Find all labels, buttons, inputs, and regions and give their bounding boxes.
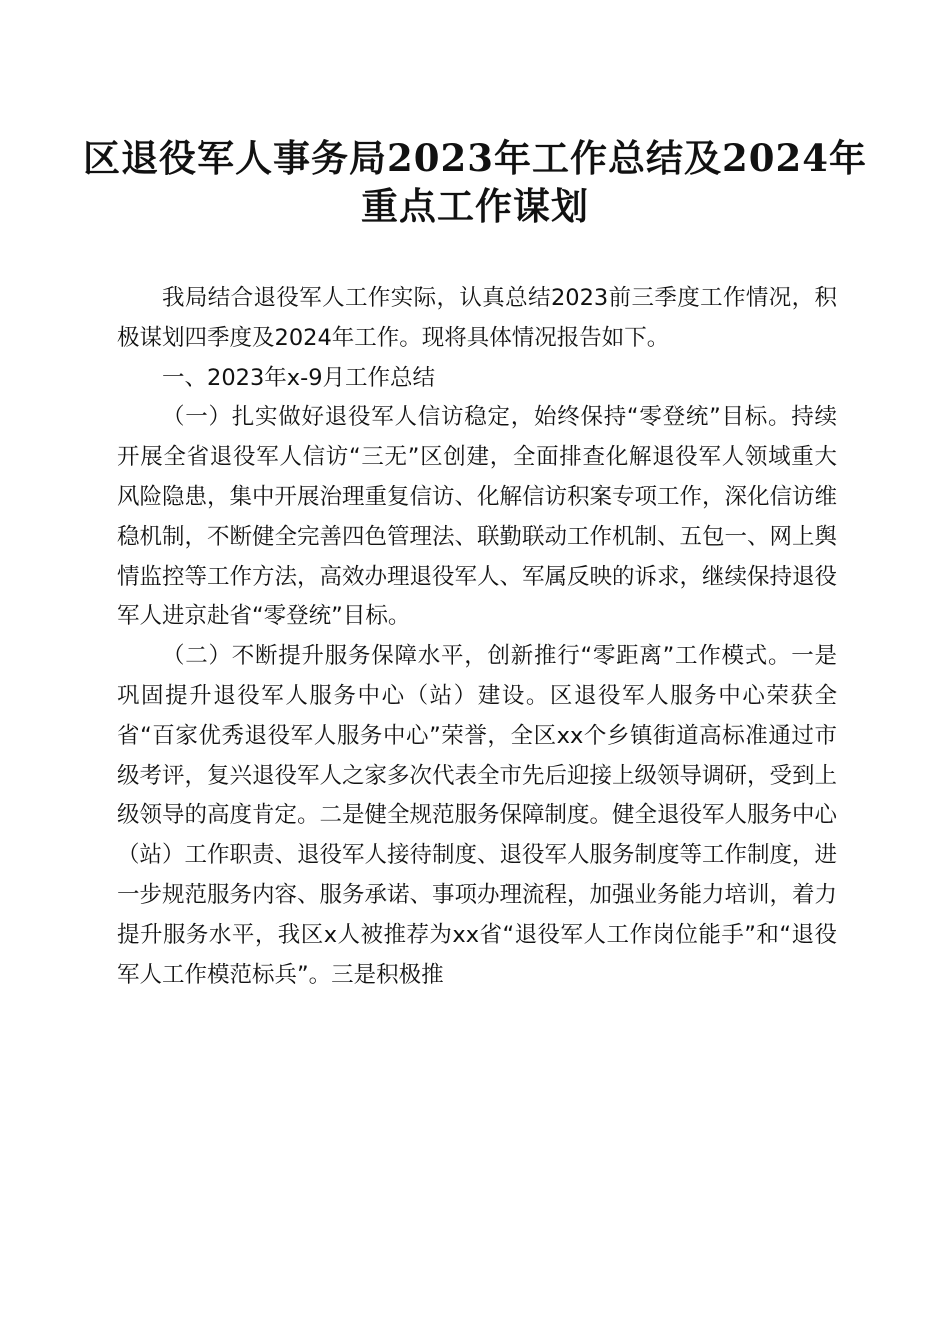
document-body xyxy=(117,279,837,995)
item-2-paragraph xyxy=(117,637,837,995)
item-1-heading: （一）扎实做好退役军人信访稳定，始终保持“零登统”目标。 xyxy=(162,404,792,431)
item-1-paragraph xyxy=(117,398,837,637)
item-2-heading: （二）不断提升服务保障水平，创新推行“零距离”工作模式。 xyxy=(162,643,792,670)
document-title-line-1: 区退役军人事务局2023年工作总结及2024年 xyxy=(83,136,867,180)
intro-paragraph: 我局结合退役军人工作实际，认真总结2023前三季度工作情况，积极谋划四季度及2024年工作。现将具体情况报告如下。 xyxy=(117,285,837,351)
item-2-body: 一是巩固提升退役军人服务中心（站）建设。区退役军人服务中心荣获全省“百家优秀退役军人服务中心”荣誉，全区xx个乡镇街道高标准通过市级考评，复兴退役军人之家多次代表全市先后迎接上级领导调研，受到上级领导的高度肯定。二是健全规范服务保障制度。健全退役军人服务中心（站）工作职责、退役军人接待制度、退役军人服务制度等工作制度，进一步规范服务内容、服务承诺、事项办理流程，加强业务能力培训，着力提升服务水平，我区x人被推荐为xx省“退役军人工作岗位能手”和“退役军人工作模范标兵”。三是积极推 xyxy=(117,643,838,988)
document-title-line-2: 重点工作谋划 xyxy=(361,184,589,228)
section-heading-1: 一、2023年x-9月工作总结 xyxy=(162,364,436,391)
item-1-body: 持续开展全省退役军人信访“三无”区创建，全面排查化解退役军人领域重大风险隐患，集中开展治理重复信访、化解信访积案专项工作，深化信访维稳机制，不断健全完善四色管理法、联勤联动工作机制、五包一、网上舆情监控等工作方法，高效办理退役军人、军属反映的诉求，继续保持退役军人进京赴省“零登统”目标。 xyxy=(117,404,838,630)
